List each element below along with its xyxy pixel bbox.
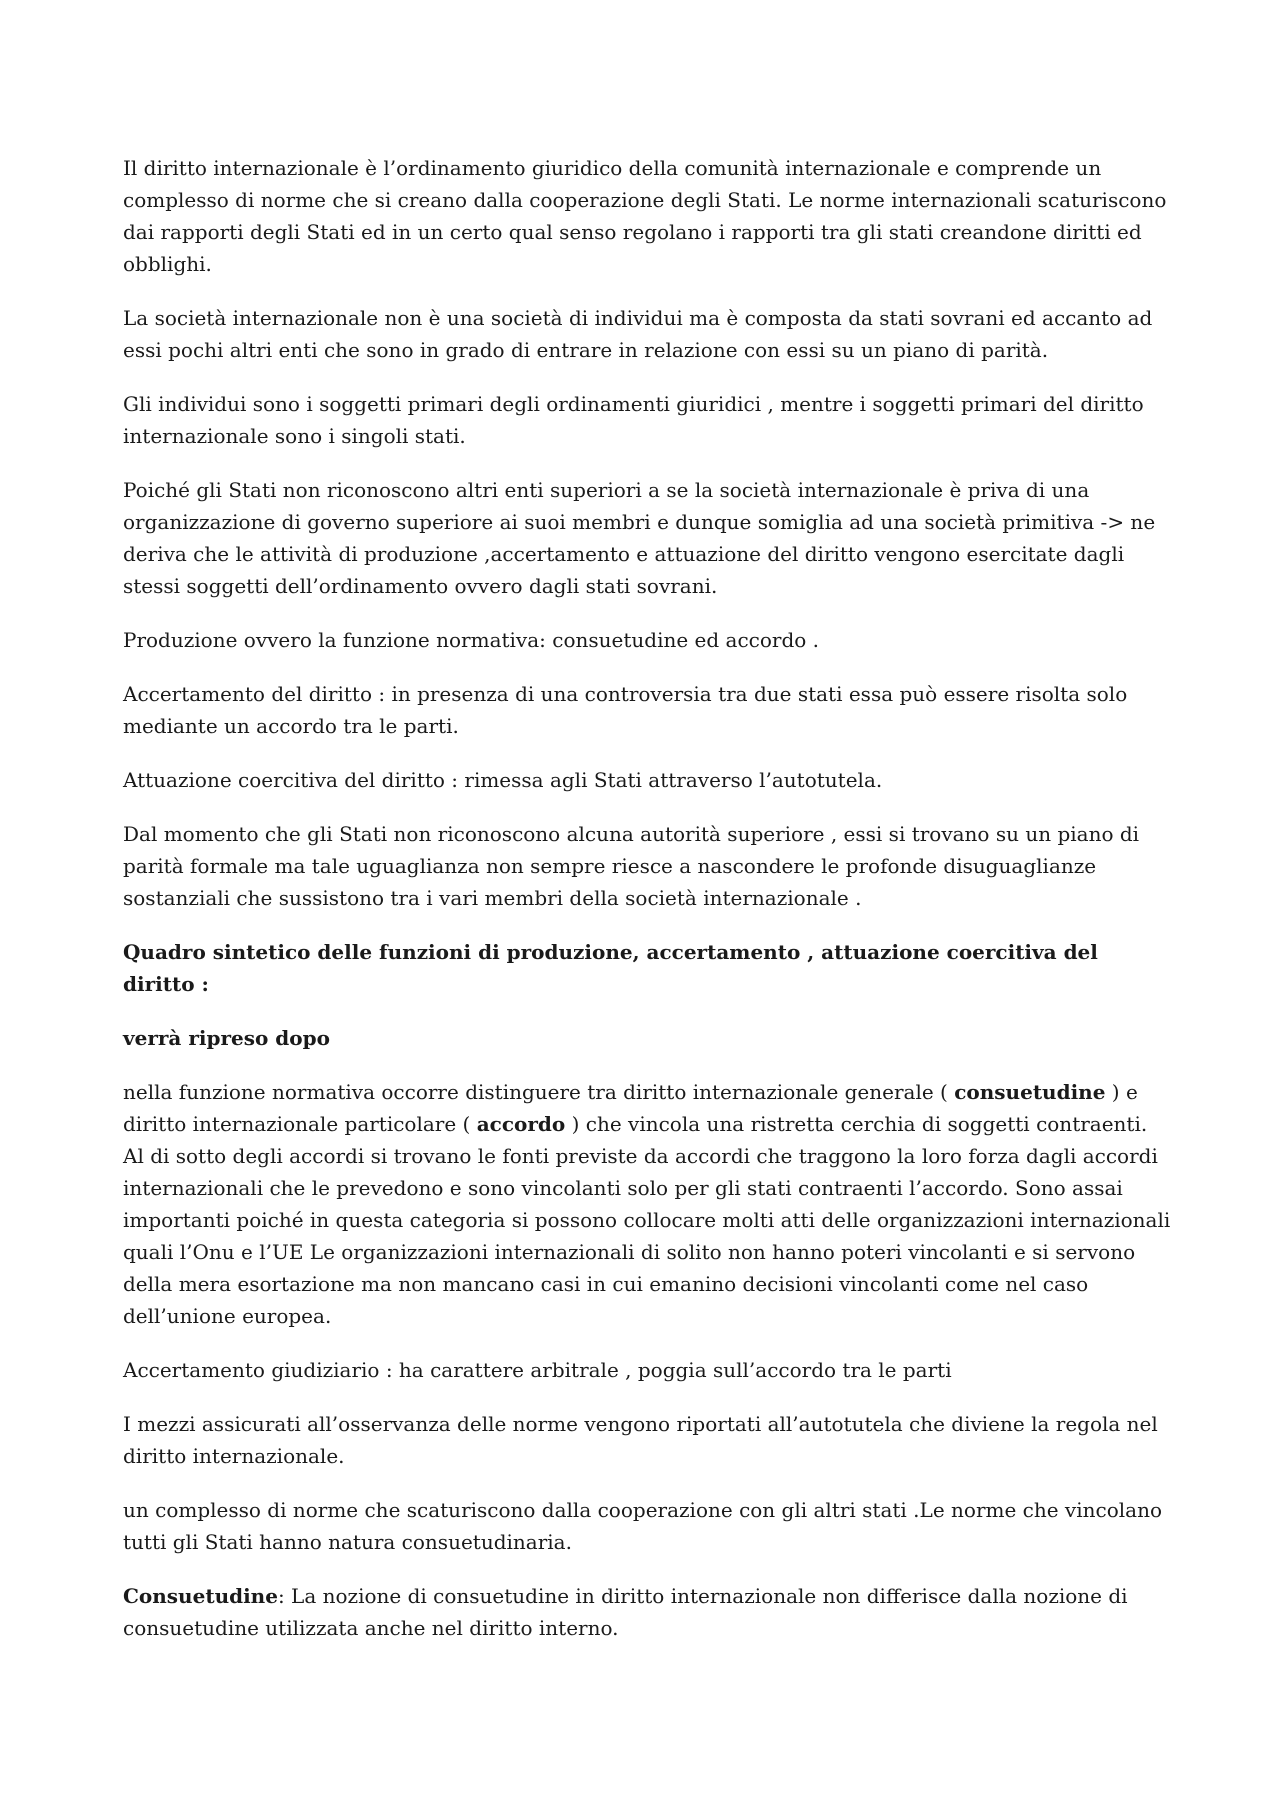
text-segment: Accertamento giudiziario : ha carattere arbitrale , poggia sull’accordo tra le parti xyxy=(123,1358,952,1382)
bold-text-segment: Quadro sintetico delle funzioni di produzione, accertamento , attuazione coercitiva del diritto : xyxy=(123,940,1098,996)
text-segment: un complesso di norme che scaturiscono dalla cooperazione con gli altri stati .Le norme che vincolano tutti gli Stati hanno natura consuetudinaria. xyxy=(123,1498,1162,1554)
paragraph-4 xyxy=(123,474,1173,602)
paragraph-3 xyxy=(123,388,1173,452)
paragraph-2 xyxy=(123,302,1173,366)
paragraph-9 xyxy=(123,936,1173,1000)
bold-text-segment: consuetudine xyxy=(954,1080,1106,1104)
text-segment: Gli individui sono i soggetti primari degli ordinamenti giuridici , mentre i soggetti primari del diritto internazionale sono i singoli stati. xyxy=(123,392,1144,448)
text-segment: Produzione ovvero la funzione normativa: consuetudine ed accordo . xyxy=(123,628,820,652)
paragraph-12 xyxy=(123,1354,1173,1386)
text-segment: : La nozione di consuetudine in diritto internazionale non differisce dalla nozione di consuetudine utilizzata anche nel diritto interno. xyxy=(123,1584,1128,1640)
text-segment: Il diritto internazionale è l’ordinamento giuridico della comunità internazionale e comprende un complesso di norme che si creano dalla cooperazione degli Stati. Le norme internazionali scaturiscono dai rapporti degli Stati ed in un certo qual senso regolano i rapporti tra gli stati creandone diritti ed obblighi. xyxy=(123,156,1167,276)
text-segment: Poiché gli Stati non riconoscono altri enti superiori a se la società internazionale è priva di una organizzazione di governo superiore ai suoi membri e dunque somiglia ad una società primitiva -> ne deriva che le attività di produzione ,accertamento e attuazione del diritto vengono esercitate dagli stessi soggetti dell’ordinamento ovvero dagli stati sovrani. xyxy=(123,478,1156,598)
document-page xyxy=(123,152,1173,1666)
bold-text-segment: verrà ripreso dopo xyxy=(123,1026,330,1050)
paragraph-11 xyxy=(123,1076,1173,1332)
text-segment: nella funzione normativa occorre distinguere tra diritto internazionale generale ( xyxy=(123,1080,955,1104)
paragraph-15 xyxy=(123,1580,1173,1644)
paragraph-10 xyxy=(123,1022,1173,1054)
paragraph-7 xyxy=(123,764,1173,796)
paragraph-14 xyxy=(123,1494,1173,1558)
bold-text-segment: Consuetudine xyxy=(123,1584,278,1608)
text-segment: I mezzi assicurati all’osservanza delle norme vengono riportati all’autotutela che diviene la regola nel diritto internazionale. xyxy=(123,1412,1158,1468)
text-segment: La società internazionale non è una società di individui ma è composta da stati sovrani ed accanto ad essi pochi altri enti che sono in grado di entrare in relazione con essi su un piano di parità. xyxy=(123,306,1153,362)
bold-text-segment: accordo xyxy=(476,1112,566,1136)
paragraph-6 xyxy=(123,678,1173,742)
paragraph-8 xyxy=(123,818,1173,914)
text-segment: Dal momento che gli Stati non riconoscono alcuna autorità superiore , essi si trovano su un piano di parità formale ma tale uguaglianza non sempre riesce a nascondere le profonde disuguaglianze sostanziali che sussistono tra i vari membri della società internazionale . xyxy=(123,822,1140,910)
text-segment: Accertamento del diritto : in presenza di una controversia tra due stati essa può essere risolta solo mediante un accordo tra le parti. xyxy=(123,682,1128,738)
paragraph-5 xyxy=(123,624,1173,656)
text-segment: Attuazione coercitiva del diritto : rimessa agli Stati attraverso l’autotutela. xyxy=(123,768,883,792)
text-segment: ) che vincola una ristretta cerchia di soggetti contraenti. Al di sotto degli accordi si trovano le fonti previste da accordi che traggono la loro forza dagli accordi internazionali che le prevedono e sono vincolanti solo per gli stati contraenti l’accordo. Sono assai importanti poiché in questa categoria si possono collocare molti atti delle organizzazioni internazionali quali l’Onu e l’UE Le organizzazioni internazionali di solito non hanno poteri vincolanti e si servono della mera esortazione ma non mancano casi in cui emanino decisioni vincolanti come nel caso dell’unione europea. xyxy=(123,1112,1171,1328)
paragraph-1 xyxy=(123,152,1173,280)
text-segment: ) e diritto internazionale particolare ( xyxy=(123,1080,1138,1136)
paragraph-13 xyxy=(123,1408,1173,1472)
